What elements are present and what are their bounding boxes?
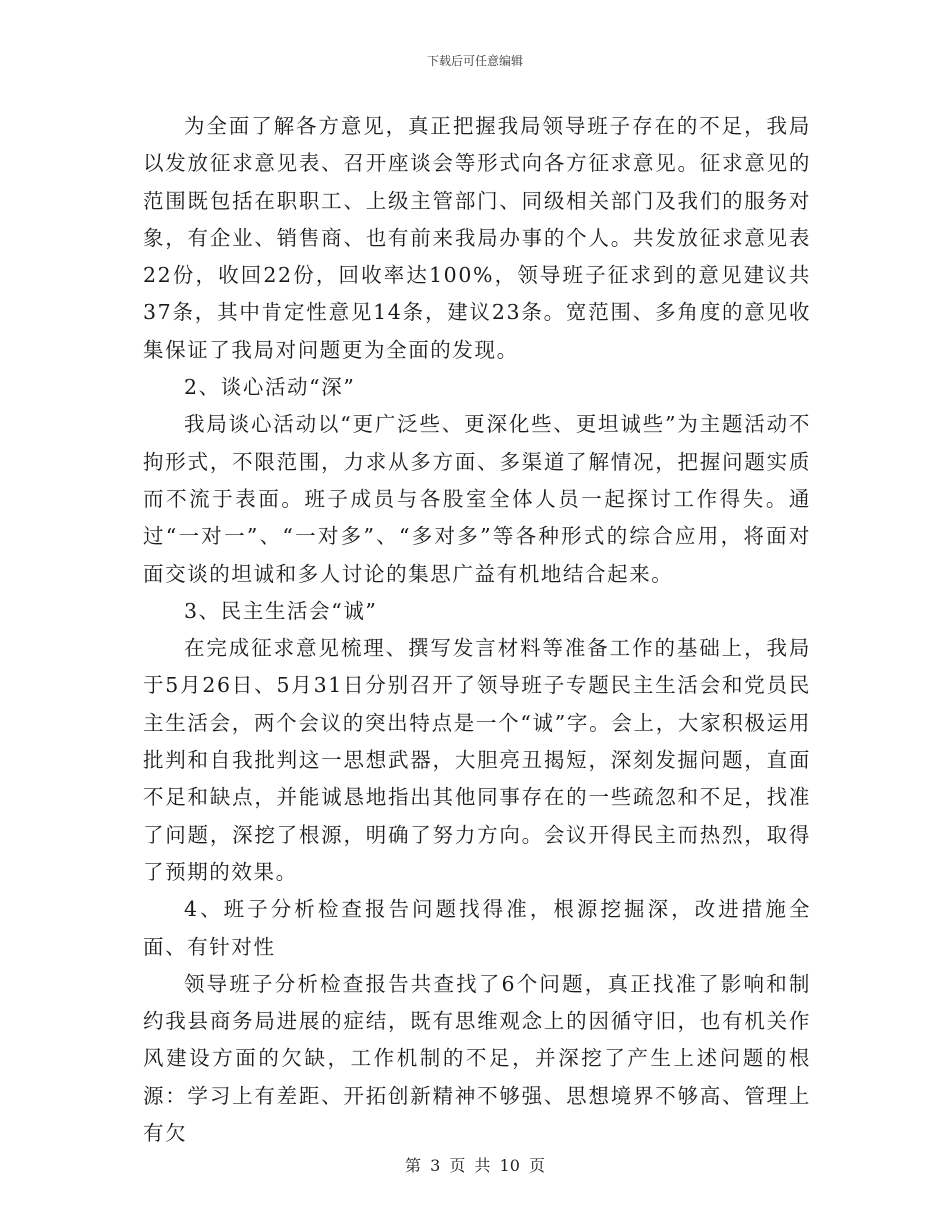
paragraph-analysis-report: 领导班子分析检查报告共查找了6个问题，真正找准了影响和制约我县商务局进展的症结，既有思维观念上的因循守旧，也有机关作风建设方面的欠缺，工作机制的不足，并深挖了产生上述问题的根源：学习上有差距、开拓创新精神不够强、思想境界不够高、管理上有欠: [143, 971, 811, 1146]
heading-heart-to-heart: 2、谈心活动“深”: [184, 375, 356, 400]
heading-democratic-meeting: 3、民主生活会“诚”: [184, 598, 378, 623]
document-body: [143, 108, 811, 1152]
heading-analysis-report: 4、班子分析检查报告问题找得准，根源挖掘深，改进措施全面、有针对性: [143, 897, 811, 959]
paragraph-heart-to-heart: 我局谈心活动以“更广泛些、更深化些、更坦诚些”为主题活动不拘形式，不限范围，力求从多方面、多渠道了解情况，把握问题实质而不流于表面。班子成员与各股室全体人员一起探讨工作得失。通过“一对一”、“一对多”、“多对多”等各种形式的综合应用，将面对面交谈的坦诚和多人讨论的集思广益有机地结合起来。: [143, 412, 811, 586]
paragraph-feedback-collection: 为全面了解各方意见，真正把握我局领导班子存在的不足，我局以发放征求意见表、召开座谈会等形式向各方征求意见。征求意见的范围既包括在职职工、上级主管部门、同级相关部门及我们的服务对象，有企业、销售商、也有前来我局办事的个人。共发放征求意见表22份，收回22份，回收率达100%，领导班子征求到的意见建议共37条，其中肯定性意见14条，建议23条。宽范围、多角度的意见收集保证了我局对问题更为全面的发现。: [143, 114, 811, 362]
page-number: 第 3 页 共 10 页: [405, 1156, 545, 1175]
paragraph-democratic-meeting: 在完成征求意见梳理、撰写发言材料等准备工作的基础上，我局于5月26日、5月31日分别召开了领导班子专题民主生活会和党员民主生活会，两个会议的突出特点是一个“诚”字。会上，大家积极运用批判和自我批判这一思想武器，大胆亮丑揭短，深刻发掘问题，直面不足和缺点，并能诚恳地指出其他同事存在的一些疏忽和不足，找准了问题，深挖了根源，明确了努力方向。会议开得民主而热烈，取得了预期的效果。: [143, 636, 811, 884]
page-header: 下载后可任意编辑: [426, 54, 523, 68]
